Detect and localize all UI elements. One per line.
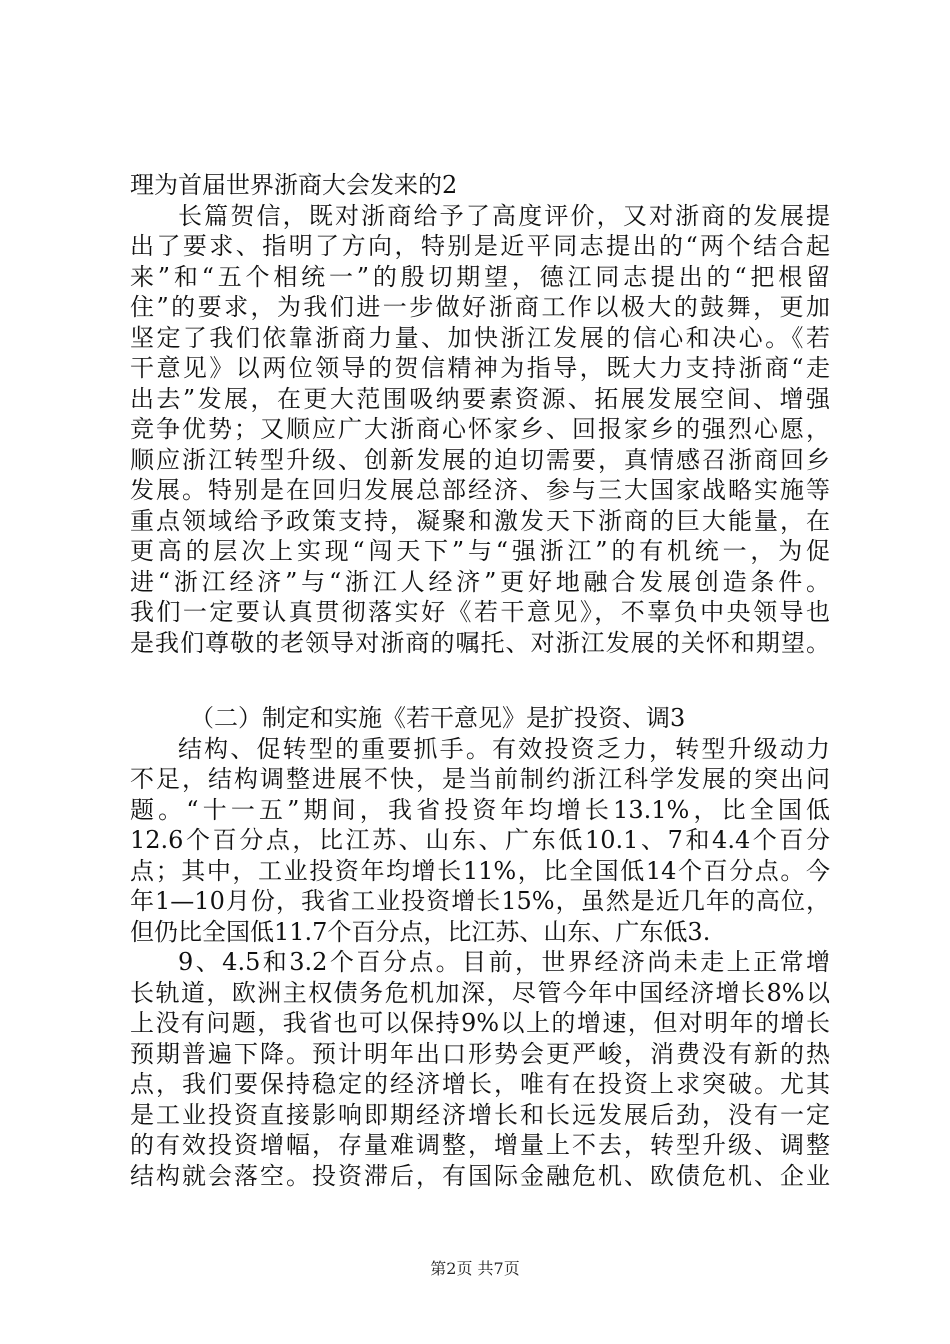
text-line: 不足，结构调整进展不快，是当前制约浙江科学发展的突出问 — [130, 765, 830, 793]
text-line: 干意见》以两位领导的贺信精神为指导，既大力支持浙商“走 — [130, 354, 830, 382]
text-line: 结构、促转型的重要抓手。有效投资乏力，转型升级动力 — [178, 734, 830, 763]
document-body — [130, 170, 830, 1191]
text-line: 出去”发展，在更大范围吸纳要素资源、拓展发展空间、增强 — [130, 384, 830, 413]
text-line: 重点领域给予政策支持，凝聚和激发天下浙商的巨大能量，在 — [130, 506, 830, 535]
text-line: 长篇贺信，既对浙商给予了高度评价，又对浙商的发展提 — [178, 201, 830, 230]
text-line: 竞争优势；又顺应广大浙商心怀家乡、回报家乡的强烈心愿， — [130, 415, 830, 443]
text-line: 预期普遍下降。预计明年出口形势会更严峻，消费没有新的热 — [130, 1039, 830, 1068]
text-line: 12.6个百分点，比江苏、山东、广东低10.1、7和4.4个百分 — [130, 826, 830, 854]
text-line: 9、4.5和3.2个百分点。目前，世界经济尚未走上正常增 — [178, 948, 830, 976]
text-line: 进“浙江经济”与“浙江人经济”更好地融合发展创造条件。 — [130, 567, 830, 596]
text-line: 住”的要求，为我们进一步做好浙商工作以极大的鼓舞，更加 — [130, 293, 830, 321]
text-line: 上没有问题，我省也可以保持9%以上的增速，但对明年的增长 — [130, 1009, 830, 1037]
text-line: 坚定了我们依靠浙商力量、加快浙江发展的信心和决心。《若 — [130, 323, 830, 352]
text-line: 点，我们要保持稳定的经济增长，唯有在投资上求突破。尤其 — [130, 1070, 830, 1098]
text-line: 来”和“五个相统一”的殷切期望，德江同志提出的“把根留 — [130, 262, 830, 291]
text-line: 是工业投资直接影响即期经济增长和长远发展后劲，没有一定 — [130, 1100, 830, 1129]
text-line: 理为首届世界浙商大会发来的2 — [130, 171, 458, 199]
text-line: 是我们尊敬的老领导对浙商的嘱托、对浙江发展的关怀和期望。 — [130, 628, 830, 657]
text-line: 年1—10月份，我省工业投资增长15%，虽然是近几年的高位， — [130, 887, 830, 915]
text-line: 结构就会落空。投资滞后，有国际金融危机、欧债危机、企业 — [130, 1161, 830, 1190]
text-line: 发展。特别是在回归发展总部经济、参与三大国家战略实施等 — [130, 476, 830, 504]
text-line: 点；其中，工业投资年均增长11%，比全国低14个百分点。今 — [130, 856, 830, 885]
text-line: 更高的层次上实现“闯天下”与“强浙江”的有机统一，为促 — [130, 537, 830, 565]
text-line: 顺应浙江转型升级、创新发展的迫切需要，真情感召浙商回乡 — [130, 445, 830, 474]
text-line: 出了要求、指明了方向，特别是近平同志提出的“两个结合起 — [130, 232, 830, 260]
text-line: 题。“十一五”期间，我省投资年均增长13.1%，比全国低 — [130, 795, 830, 824]
text-line: 的有效投资增幅，存量难调整，增量上不去，转型升级、调整 — [130, 1131, 830, 1159]
section-heading: （二）制定和实施《若干意见》是扩投资、调3 — [190, 704, 686, 732]
page-number-footer: 第2页 共7页 — [430, 1259, 520, 1278]
text-line: 但仍比全国低11.7个百分点，比江苏、山东、广东低3. — [130, 917, 711, 946]
text-line: 我们一定要认真贯彻落实好《若干意见》，不辜负中央领导也 — [130, 598, 830, 626]
text-line: 长轨道，欧洲主权债务危机加深，尽管今年中国经济增长8%以 — [130, 978, 830, 1007]
